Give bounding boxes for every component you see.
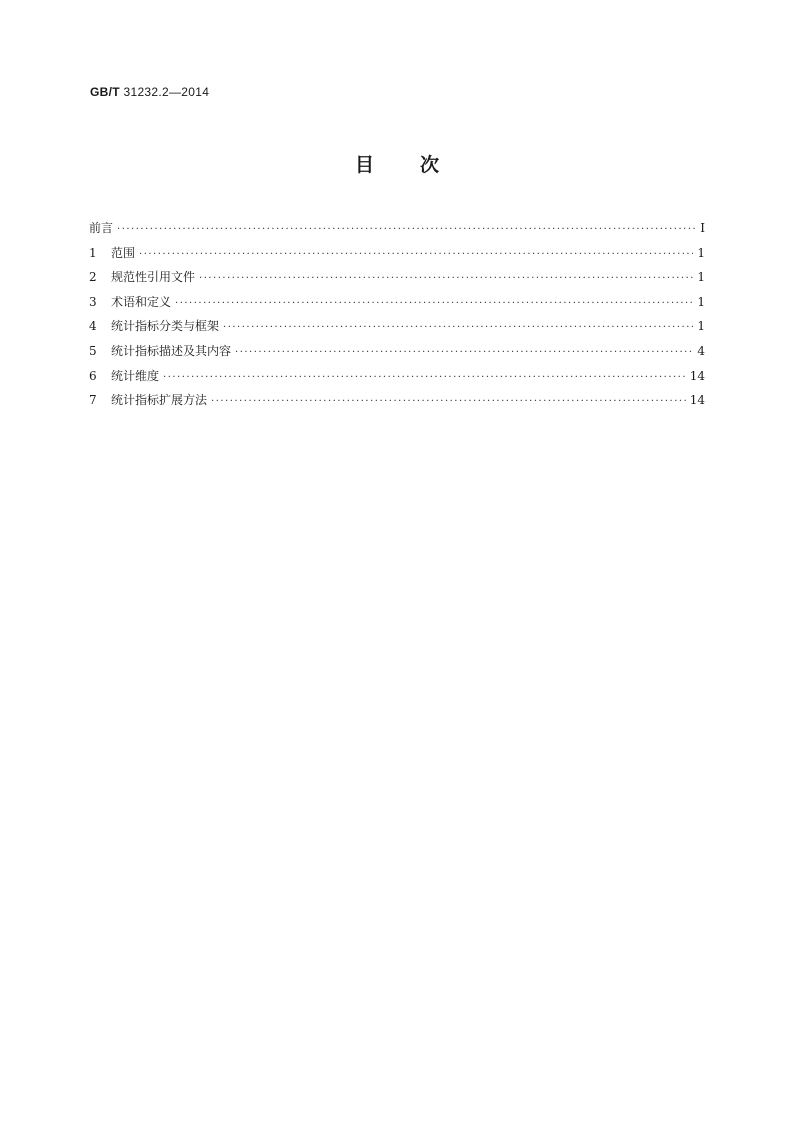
toc-entry-page: Ⅰ <box>700 221 705 235</box>
toc-entry-page: 1 <box>697 245 705 260</box>
toc-entry-6[interactable] <box>89 364 705 389</box>
toc-title-char-1: 目 <box>354 154 374 176</box>
toc-entry-page: 14 <box>689 393 705 408</box>
toc-entry-label: 范围 <box>111 245 136 260</box>
toc-leader-dots <box>235 341 693 364</box>
toc-entry-number: 7 <box>89 393 97 408</box>
toc-leader-dots <box>163 366 686 389</box>
toc-leader-dots <box>211 390 686 413</box>
toc-entry-4[interactable] <box>89 314 705 339</box>
standard-prefix: GB/T <box>90 85 120 99</box>
toc-leader-dots <box>223 316 693 339</box>
toc-entry-number: 4 <box>89 319 97 334</box>
table-of-contents <box>89 216 705 413</box>
toc-entry-page: 4 <box>697 343 705 358</box>
toc-title-char-2: 次 <box>420 154 440 176</box>
toc-leader-dots <box>199 267 693 290</box>
toc-title <box>0 150 794 177</box>
toc-entry-label: 统计维度 <box>111 368 160 383</box>
toc-entry-label: 统计指标分类与框架 <box>111 319 220 334</box>
standard-number: 31232.2—2014 <box>123 85 210 99</box>
toc-entry-label: 规范性引用文件 <box>111 270 196 285</box>
toc-entry-number: 3 <box>89 294 97 309</box>
toc-leader-dots <box>117 218 696 241</box>
toc-entry-2[interactable] <box>89 265 705 290</box>
toc-leader-dots <box>139 243 693 266</box>
toc-entry-label: 术语和定义 <box>111 294 172 309</box>
toc-entry-3[interactable] <box>89 290 705 315</box>
toc-entry-number: 5 <box>89 343 97 358</box>
toc-entry-number: 2 <box>89 270 97 285</box>
toc-entry-7[interactable] <box>89 388 705 413</box>
toc-entry-page: 1 <box>697 270 705 285</box>
toc-entry-page: 1 <box>697 319 705 334</box>
toc-entry-page: 14 <box>689 368 705 383</box>
toc-entry-label: 统计指标描述及其内容 <box>111 343 232 358</box>
toc-entry-page: 1 <box>697 294 705 309</box>
toc-entry-label: 前言 <box>89 221 114 235</box>
document-code <box>90 85 209 99</box>
toc-entry-number: 1 <box>89 245 97 260</box>
toc-leader-dots <box>175 292 693 315</box>
toc-entry-foreword[interactable] <box>89 216 705 241</box>
toc-entry-1[interactable] <box>89 241 705 266</box>
toc-entry-label: 统计指标扩展方法 <box>111 393 208 408</box>
toc-entry-5[interactable] <box>89 339 705 364</box>
toc-entry-number: 6 <box>89 368 97 383</box>
